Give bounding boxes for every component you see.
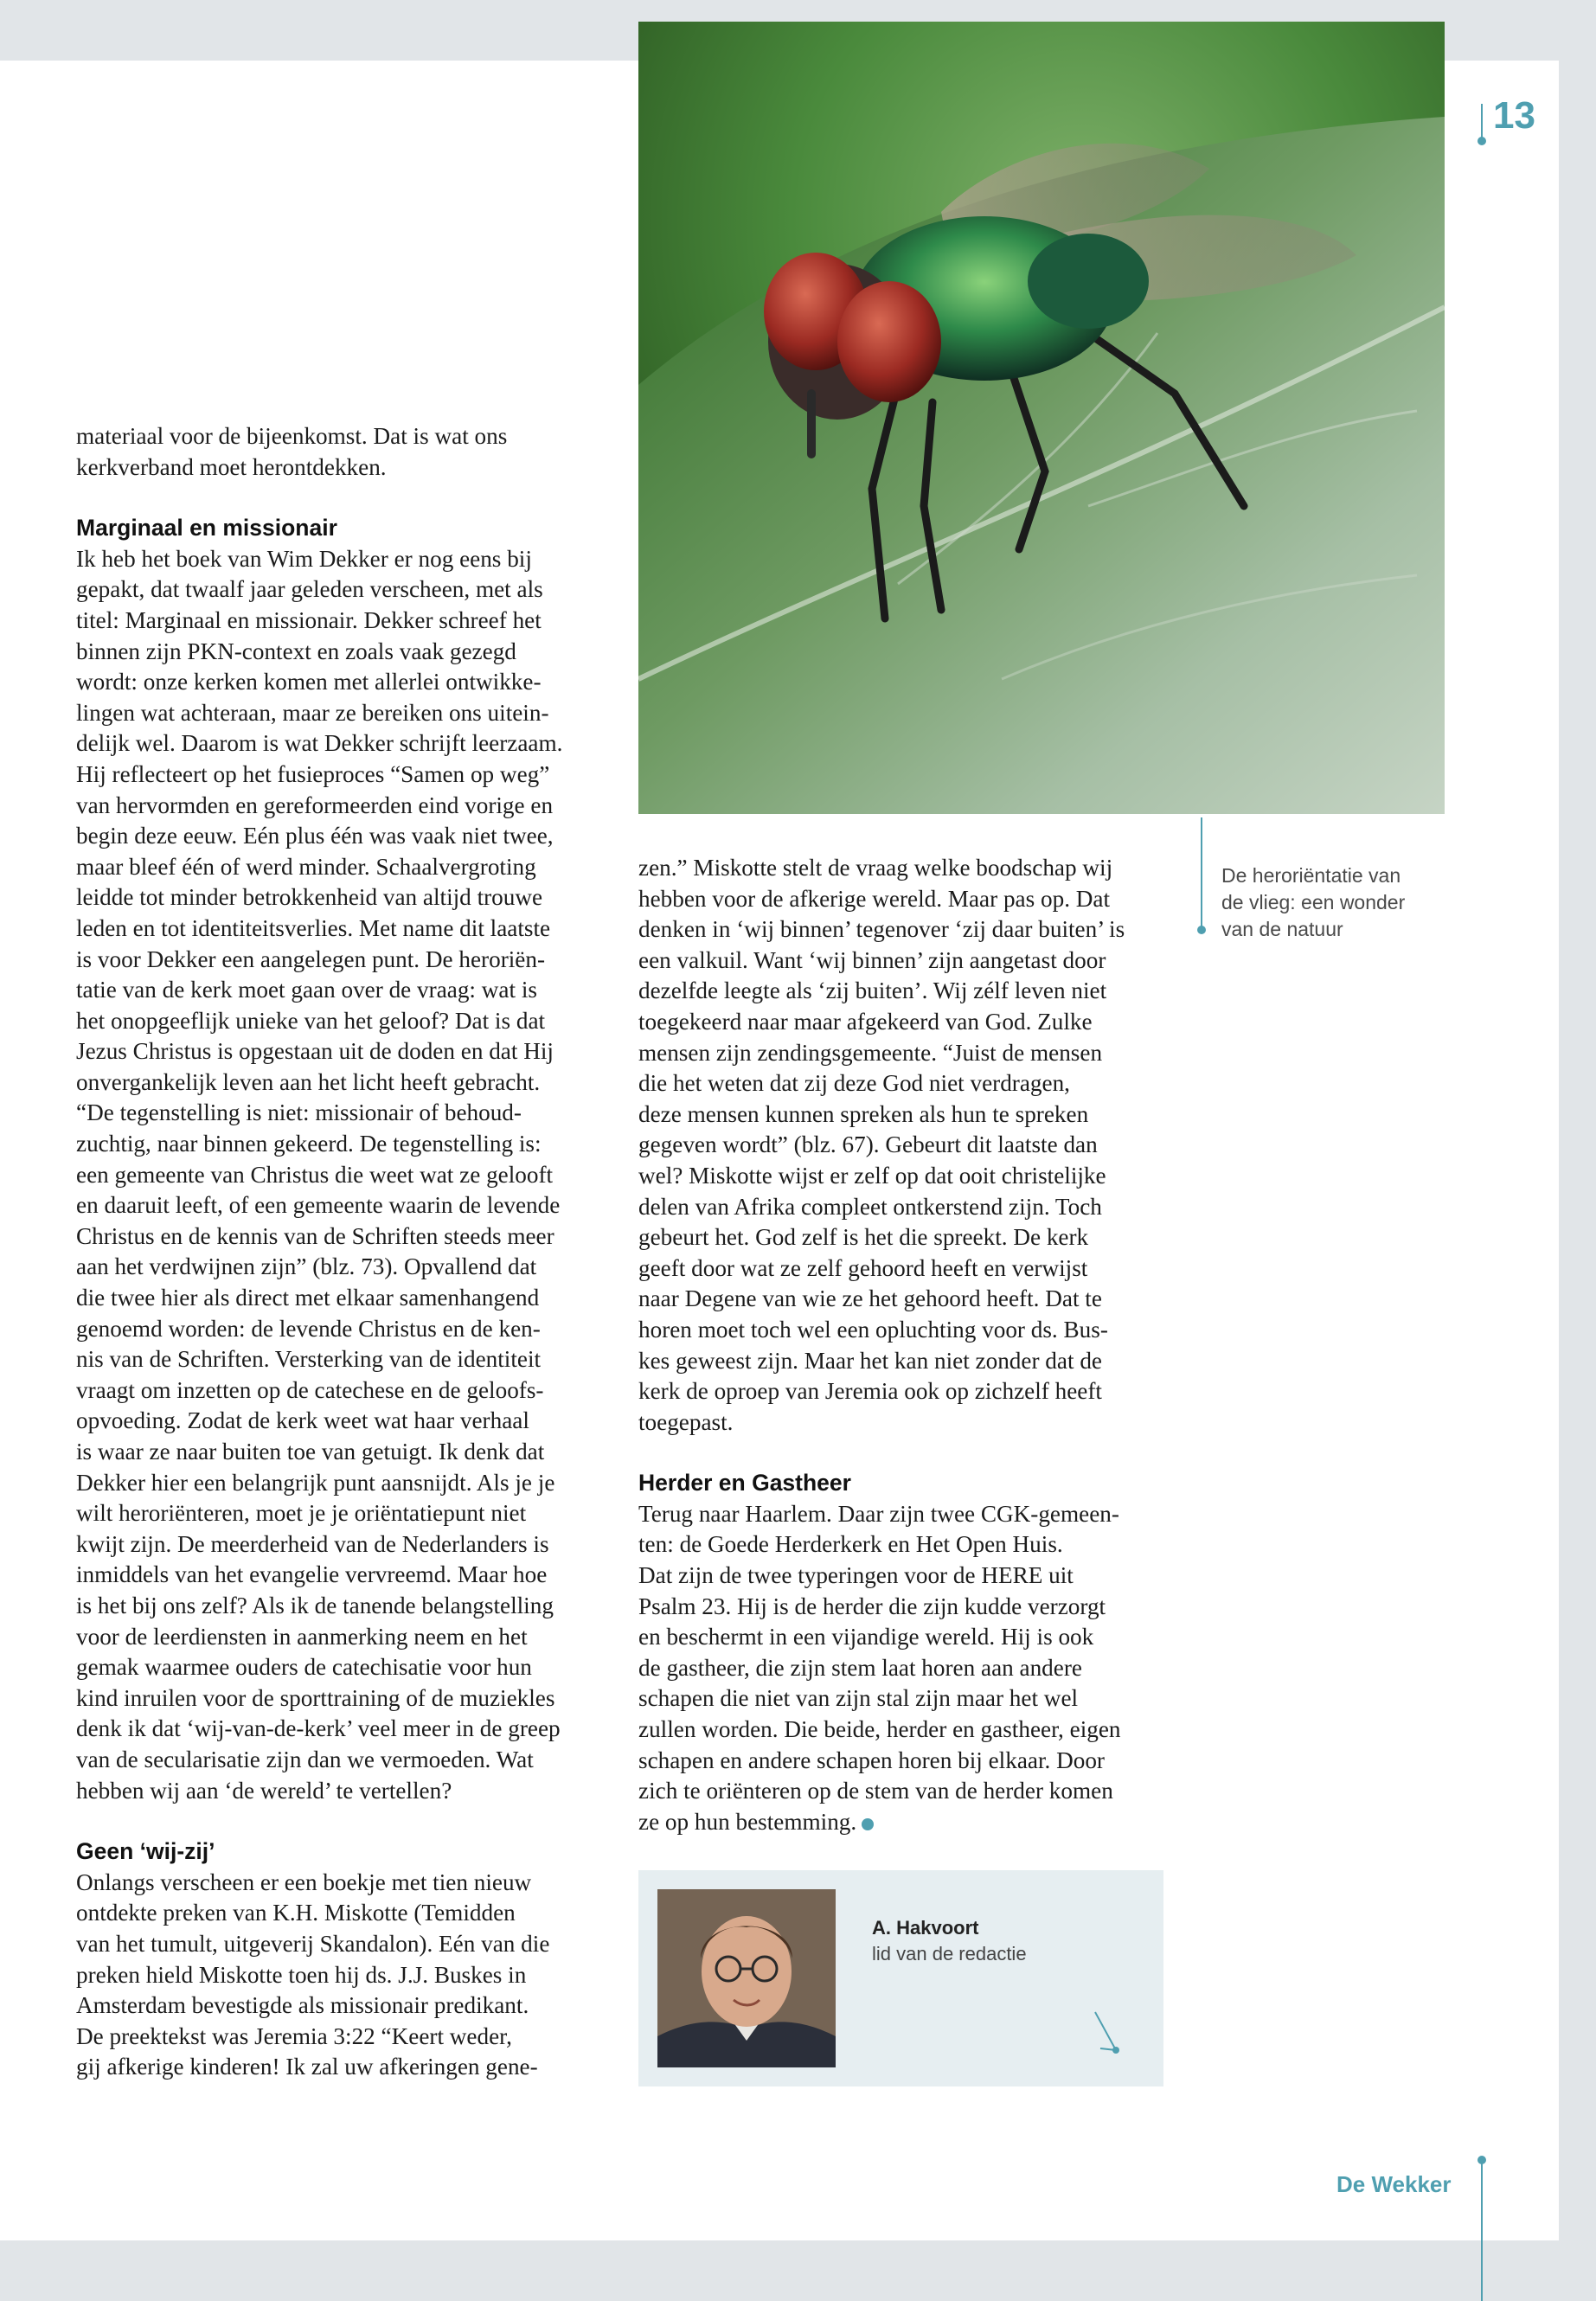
text-line: geeft door wat ze zelf gehoord heeft en verwijst xyxy=(638,1254,1088,1281)
text-line: tatie van de kerk moet gaan over de vraag: wat is xyxy=(76,977,537,1003)
text-line: kes geweest zijn. Maar het kan niet zonder dat de xyxy=(638,1347,1102,1374)
caption-line: de vlieg: een wonder xyxy=(1221,891,1406,913)
text-line: inmiddels van het evangelie vervreemd. Maar hoe xyxy=(76,1561,548,1588)
text-line: gegeven wordt” (blz. 67). Gebeurt dit laatste dan xyxy=(638,1131,1098,1158)
text-line: Christus en de kennis van de Schriften steeds meer xyxy=(76,1222,554,1249)
text-line: zuchtig, naar binnen gekeerd. De tegenstelling is: xyxy=(76,1131,542,1157)
text-line: aan het verdwijnen zijn” (blz. 73). Opvallend dat xyxy=(76,1253,537,1280)
text-line: Onlangs verscheen er een boekje met tien nieuw xyxy=(76,1868,532,1895)
author-photo xyxy=(657,1889,836,2067)
text-line: genoemd worden: de levende Christus en de ken- xyxy=(76,1315,541,1342)
text-line: is voor Dekker een aangelegen punt. De heroriën- xyxy=(76,945,546,972)
text-line: gepakt, dat twaalf jaar geleden verscheen, met als xyxy=(76,576,543,603)
text-line: die het weten dat zij deze God niet verdragen, xyxy=(638,1070,1070,1097)
text-line: voor de leerdiensten in aanmerking neem en het xyxy=(76,1623,528,1650)
text-line: gemak waarmee ouders de catechisatie voor hun xyxy=(76,1654,532,1681)
text-line: ontdekte preken van K.H. Miskotte (Temidden xyxy=(76,1900,516,1926)
text-line: lingen wat achteraan, maar ze bereiken ons uitein- xyxy=(76,699,549,726)
text-line: delijk wel. Daarom is wat Dekker schrijft leerzaam. xyxy=(76,730,563,757)
text-line: gij afkerige kinderen! Ik zal uw afkeringen gene- xyxy=(76,2054,538,2080)
text-line: de gastheer, die zijn stem laat horen aan andere xyxy=(638,1654,1082,1681)
text-line: leden en tot identiteitsverlies. Met name dit laatste xyxy=(76,914,551,941)
text-line: het onopgeeflijk unieke van het geloof? Dat is dat xyxy=(76,1007,546,1034)
text-line: kerkverband moet herontdekken. xyxy=(76,453,387,480)
text-line: mensen zijn zendingsgemeente. “Juist de mensen xyxy=(638,1039,1103,1066)
text-line: Hij reflecteert op het fusieproces “Samen op weg” xyxy=(76,760,550,787)
text-line: De preektekst was Jeremia 3:22 “Keert weder, xyxy=(76,2022,512,2049)
text-line: Dekker hier een belangrijk punt aansnijdt. Als je je xyxy=(76,1469,555,1496)
text-line: naar Degene van wie ze het gehoord heeft. Dat te xyxy=(638,1285,1102,1312)
author-portrait xyxy=(657,1889,836,2067)
text-line: delen van Afrika compleet ontkerstend zijn. Toch xyxy=(638,1193,1102,1220)
page-number-dot xyxy=(1477,137,1486,145)
text-line: schapen die niet van zijn stal zijn maar het wel xyxy=(638,1685,1079,1712)
text-line: leidde tot minder betrokkenheid van altijd trouwe xyxy=(76,884,543,911)
text-line: gebeurt het. God zelf is het die spreekt. De kerk xyxy=(638,1224,1089,1251)
text-line: en daaruit leeft, of een gemeente waarin de levende xyxy=(76,1192,561,1219)
section-heading: Herder en Gastheer xyxy=(638,1470,851,1497)
text-line: die twee hier als direct met elkaar samenhangend xyxy=(76,1285,540,1311)
footer-rule xyxy=(1481,2161,1483,2301)
caption-line: De heroriëntatie van xyxy=(1221,864,1401,887)
text-line: schapen en andere schapen horen bij elkaar. Door xyxy=(638,1747,1105,1773)
text-line: kerk de oproep van Jeremia ook op zichzelf heeft xyxy=(638,1378,1102,1405)
text-line: titel: Marginaal en missionair. Dekker schreef het xyxy=(76,606,542,633)
fly-photo xyxy=(638,22,1445,814)
text-line: kind inruilen voor de sporttraining of de muziekles xyxy=(76,1684,555,1711)
text-line: Amsterdam bevestigde als missionair predikant. xyxy=(76,1992,529,2019)
text-line: Dat zijn de twee typeringen voor de HERE uit xyxy=(638,1562,1074,1589)
text-line: toegekeerd naar maar afgekeerd van God. Zulke xyxy=(638,1008,1093,1035)
caption-line: van de natuur xyxy=(1221,918,1343,940)
page-number: 13 xyxy=(1493,94,1535,137)
text-line: hebben voor de afkerige wereld. Maar pas op. Dat xyxy=(638,885,1111,912)
text-line: denken in ‘wij binnen’ tegenover ‘zij daar buiten’ is xyxy=(638,916,1125,943)
magazine-name: De Wekker xyxy=(1336,2171,1452,2197)
decorative-slash-icon xyxy=(1090,2009,1125,2061)
text-line: Psalm 23. Hij is de herder die zijn kudde verzorgt xyxy=(638,1593,1106,1619)
text-line: kwijt zijn. De meerderheid van de Nederlanders is xyxy=(76,1530,549,1557)
caption-rule xyxy=(1201,817,1202,930)
text-line: hebben wij aan ‘de wereld’ te vertellen? xyxy=(76,1777,452,1804)
text-line: preken hield Miskotte toen hij ds. J.J. Buskes in xyxy=(76,1961,527,1988)
text-line: Jezus Christus is opgestaan uit de doden en dat Hij xyxy=(76,1038,554,1065)
text-line: begin deze eeuw. Eén plus één was vaak niet twee, xyxy=(76,823,554,849)
photo-caption xyxy=(1221,862,1455,943)
text-line: is het bij ons zelf? Als ik de tanende belangstelling xyxy=(76,1592,554,1618)
text-line: Ik heb het boek van Wim Dekker er nog eens bij xyxy=(76,545,532,572)
text-line: maar bleef één of werd minder. Schaalvergroting xyxy=(76,853,536,880)
text-line: binnen zijn PKN-context en zoals vaak gezegd xyxy=(76,638,516,664)
author-role: lid van de redactie xyxy=(872,1943,1027,1965)
text-line: wordt: onze kerken komen met allerlei ontwikke- xyxy=(76,669,542,695)
text-line: zen.” Miskotte stelt de vraag welke boodschap wij xyxy=(638,855,1113,881)
text-line: een valkuil. Want ‘wij binnen’ zijn aangetast door xyxy=(638,946,1106,973)
text-line: een gemeente van Christus die weet wat ze gelooft xyxy=(76,1161,554,1188)
end-of-article-dot xyxy=(862,1818,874,1830)
author-box xyxy=(638,1870,1163,2086)
text-line: ze op hun bestemming. xyxy=(638,1808,857,1835)
text-line: dezelfde leegte als ‘zij buiten’. Wij zélf leven niet xyxy=(638,977,1107,1004)
text-line-last xyxy=(638,1807,1157,1838)
text-line: wilt heroriënteren, moet je je oriëntatiepunt niet xyxy=(76,1500,527,1527)
text-line: is waar ze naar buiten toe van getuigt. Ik denk dat xyxy=(76,1439,545,1465)
text-line: horen moet toch wel een opluchting voor ds. Bus- xyxy=(638,1316,1108,1343)
text-line: wel? Miskotte wijst er zelf op dat ooit christelijke xyxy=(638,1162,1106,1189)
text-line: opvoeding. Zodat de kerk weet wat haar verhaal xyxy=(76,1407,529,1434)
text-line: “De tegenstelling is niet: missionair of behoud- xyxy=(76,1099,522,1126)
text-line: deze mensen kunnen spreken als hun te spreken xyxy=(638,1100,1089,1127)
section-heading: Marginaal en missionair xyxy=(76,515,337,542)
text-line: Terug naar Haarlem. Daar zijn twee CGK-gemeen- xyxy=(638,1500,1119,1527)
text-line: van hervormden en gereformeerden eind vorige en xyxy=(76,792,554,818)
text-line: van het tumult, uitgeverij Skandalon). Eén van die xyxy=(76,1930,550,1957)
text-line: zich te oriënteren op de stem van de herder komen xyxy=(638,1778,1113,1804)
column-right xyxy=(638,853,1157,1837)
text-line: onvergankelijk leven aan het licht heeft gebracht. xyxy=(76,1068,541,1095)
fly-illustration xyxy=(638,22,1445,814)
text-line: zullen worden. Die beide, herder en gastheer, eigen xyxy=(638,1716,1121,1743)
author-name: A. Hakvoort xyxy=(872,1917,979,1939)
text-line: denk ik dat ‘wij-van-de-kerk’ veel meer in de greep xyxy=(76,1715,561,1742)
text-line: en beschermt in een vijandige wereld. Hij is ook xyxy=(638,1624,1094,1650)
text-line: nis van de Schriften. Versterking van de identiteit xyxy=(76,1346,542,1373)
text-line: van de secularisatie zijn dan we vermoeden. Wat xyxy=(76,1746,534,1772)
text-line: vraagt om inzetten op de catechese en de geloofs- xyxy=(76,1376,544,1403)
caption-dot xyxy=(1197,926,1206,934)
text-line: toegepast. xyxy=(638,1408,734,1435)
text-line: materiaal voor de bijeenkomst. Dat is wat ons xyxy=(76,423,508,449)
text-line: ten: de Goede Herderkerk en Het Open Huis. xyxy=(638,1531,1063,1558)
section-heading: Geen ‘wij-zij’ xyxy=(76,1838,215,1865)
column-left xyxy=(76,421,611,2083)
